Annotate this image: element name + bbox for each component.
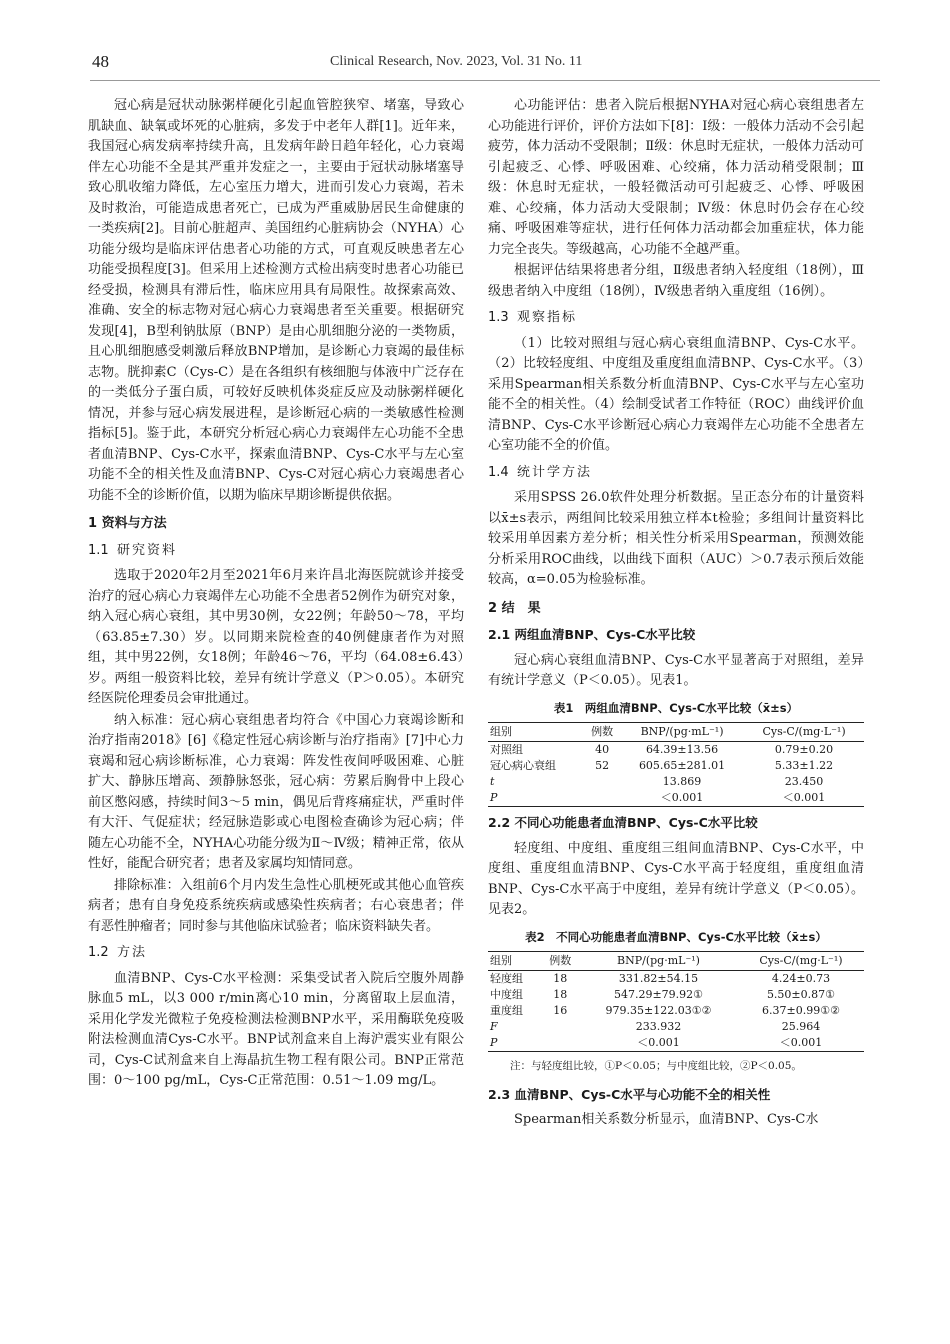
groups-paragraph: 根据评估结果将患者分组，Ⅱ级患者纳入轻度组（18例），Ⅲ级患者纳入中度组（18例），Ⅳ级患者纳入重度组（16例）。	[488, 263, 864, 299]
table-row	[488, 1003, 864, 1019]
section-1-2-heading	[88, 943, 464, 964]
right-column	[488, 96, 864, 1132]
table-cell: 40	[595, 743, 610, 756]
table-cell: ＜0.001	[579, 1035, 738, 1052]
table-cell: 331.82±54.15	[618, 972, 699, 985]
table-cell: 605.65±281.01	[638, 759, 726, 772]
left-column	[88, 96, 464, 1093]
section-1-4-title: 统计学方法	[516, 464, 592, 480]
table-cell: ＜0.001	[744, 790, 864, 807]
table-cell: 233.932	[635, 1020, 682, 1033]
stats-paragraph: 采用SPSS 26.0软件处理分析数据。呈正态分布的计量资料以x̄±s表示，两组间比较采用独立样本t检验；多组间计量资料比较采用单因素方差分析；相关性分析采用Spearman，预测效能分析采用ROC曲线，以曲线下面积（AUC）＞0.7表示预后效能较高，α=0.05为检验标准。	[488, 490, 864, 587]
intro-paragraph: 冠心病是冠状动脉粥样硬化引起血管腔狭窄、堵塞，导致心肌缺血、缺氧或坏死的心脏病，多发于中老年人群[1]。近年来，我国冠心病发病率持续升高，且发病年龄日趋年轻化，心力衰竭伴左心功能不全是其严重并发症之一，主要由于冠状动脉堵塞导致心肌收缩力降低，左心室压力增大，进而引发心力衰竭，若未及时救治，可能造成患者死亡，已成为严重威胁居民生命健康的一类疾病[2]。目前心脏超声、美国纽约心脏病协会（NYHA）心功能分级均是临床评估患者心功能的方式，可直观反映患者左心功能受损程度[3]。但采用上述检测方式检出病变时患者心功能已经受损，检测具有滞后性，临床应用具有局限性。故探索高效、准确、安全的标志物对冠心病心力衰竭患者至关重要。根据研究发现[4]，B型利钠肽原（BNP）是由心肌细胞分泌的一类物质，且心肌细胞感受刺激后释放BNP增加，是诊断心力衰竭的最佳标志物。胱抑素C（Cys-C）是在各组织有核细胞与体液中广泛存在的一类低分子蛋白质，可较好反映机体炎症反应及动脉粥样硬化情况，并参与冠心病发展进程，是诊断冠心病的一类敏感性检测指标[5]。鉴于此，本研究分析冠心病心力衰竭伴左心功能不全患者血清BNP、Cys-C水平，探索血清BNP、Cys-C水平与左心室功能不全的相关性及血清BNP、Cys-C对冠心病心力衰竭患者心功能不全的诊断价值，以期为临床早期诊断提供依据。	[88, 98, 464, 503]
inclusion-paragraph: 纳入标准：冠心病心衰组患者均符合《中国心力衰竭诊断和治疗指南2018》[6]《稳定性冠心病诊断与治疗指南》[7]中心力衰竭和冠心病诊断标准，心力衰竭：阵发性夜间呼吸困难、心脏扩大、静脉压增高、颈静脉怒张，冠心病：劳累后胸骨中上段心前区憋闷感，持续时间3～5 min，偶见后背疼痛症状，严重时伴有大汗、气促症状；经冠脉造影或心电图检查确诊为冠心病；伴随左心功能不全，NYHA心功能分级为Ⅱ～Ⅳ级；精神正常，依从性好，能配合研究者；患者及家属均知情同意。	[88, 712, 464, 871]
table-2	[488, 951, 864, 1052]
section-1-1-number: 1.1	[88, 542, 109, 558]
table-1-caption: 表1 两组血清BNP、Cys-C水平比较（x̄±s）	[553, 700, 799, 715]
table-row	[488, 774, 864, 790]
table-1-header: 组别	[488, 723, 584, 742]
table-2-header: BNP/(pg·mL⁻¹)	[579, 952, 738, 971]
result-1-paragraph: 冠心病心衰组血清BNP、Cys-C水平显著高于对照组，差异有统计学意义（P＜0.05）。见表1。	[488, 652, 864, 688]
observation-paragraph: （1）比较对照组与冠心病心衰组血清BNP、Cys-C水平。（2）比较轻度组、中度组及重度组血清BNP、Cys-C水平。（3）采用Spearman相关系数分析血清BNP、Cys-C水平与左心室功能不全的相关性。（4）绘制受试者工作特征（ROC）曲线评价血清BNP、Cys-C水平诊断冠心病心力衰竭伴左心功能不全患者左心室功能不全的价值。	[488, 335, 864, 453]
table-cell: 18	[553, 972, 568, 985]
section-1-1-heading	[88, 541, 464, 562]
table-cell: 64.39±13.56	[645, 743, 719, 756]
table-cell: P	[488, 790, 584, 807]
section-2-3-title: 2.3 血清BNP、Cys-C水平与心功能不全的相关性	[488, 1086, 771, 1102]
section-1-2-title: 方法	[116, 945, 147, 960]
table-cell: 对照组	[490, 743, 523, 756]
table-cell: 23.450	[784, 775, 824, 788]
section-1-3-heading	[488, 308, 864, 329]
table-cell	[584, 790, 620, 807]
table-row	[488, 742, 864, 759]
table-2-note: 注：与轻度组比较，①P＜0.05；与中度组比较，②P＜0.05。	[510, 1060, 802, 1072]
table-2-caption: 表2 不同心功能患者血清BNP、Cys-C水平比较（x̄±s）	[525, 929, 827, 944]
cardiac-paragraph: 心功能评估：患者入院后根据NYHA对冠心病心衰组患者左心功能进行评价，评价方法如下[8]：Ⅰ级：一般体力活动不会引起疲劳，体力活动不受限制；Ⅱ级：休息时无症状，一般体力活动可引起疲乏、心悸、呼吸困难、心绞痛，体力活动稍受限制；Ⅲ级：休息时无症状，一般轻微活动可引起疲乏、心悸、呼吸困难、心绞痛，体力活动大受限制；Ⅳ级：休息时仍会存在心绞痛、呼吸困难等症状，进行任何体力活动都会加重症状，体力能力完全丧失。等级越高，心功能不全越严重。	[488, 98, 864, 257]
table-cell: 18	[553, 988, 568, 1001]
table-cell: 979.35±122.03①②	[605, 1004, 712, 1017]
section-1-2-number: 1.2	[88, 945, 109, 960]
section-2-1-title: 2.1 两组血清BNP、Cys-C水平比较	[488, 627, 696, 642]
table-cell: 25.964	[781, 1020, 821, 1033]
data-paragraph: 选取于2020年2月至2021年6月来许昌北海医院就诊并接受治疗的冠心病心力衰竭伴左心功能不全患者52例作为研究对象，纳入冠心病心衰组，其中男30例，女22例；年龄50～78，平均（63.85±7.30）岁。以同期来院检查的40例健康者作为对照组，其中男22例，女18例；年龄46～76，平均（64.08±6.43）岁。两组一般资料比较，差异有统计学意义（P＞0.05）。本研究经医院伦理委员会审批通过。	[88, 568, 464, 706]
table-cell	[541, 1019, 579, 1035]
table-1-header: Cys-C/(mg·L⁻¹)	[744, 723, 864, 742]
exclusion-paragraph: 排除标准：入组前6个月内发生急性心肌梗死或其他心血管疾病者；患有自身免疫系统疾病或感染性疾病者；右心衰患者；伴有恶性肿瘤者；同时参与其他临床试验者；临床资料缺失者。	[88, 877, 464, 934]
table-row	[488, 790, 864, 807]
table-cell: 重度组	[490, 1004, 523, 1017]
table-cell: P	[488, 1035, 541, 1052]
section-1-1-title: 研究资料	[116, 542, 177, 558]
table-row	[488, 1019, 864, 1035]
table-row	[488, 987, 864, 1003]
section-1-title: 1 资料与方法	[88, 516, 167, 531]
result-3-paragraph: Spearman相关系数分析显示，血清BNP、Cys-C水	[514, 1112, 819, 1127]
section-1-3-title: 观察指标	[516, 310, 577, 325]
section-1-4-number: 1.4	[488, 464, 509, 480]
table-2-header: 例数	[541, 952, 579, 971]
table-1-header: BNP/(pg·mL⁻¹)	[620, 723, 744, 742]
section-2-title: 2 结 果	[488, 600, 541, 616]
table-cell: 52	[595, 759, 610, 772]
table-cell: 547.29±79.92①	[613, 988, 704, 1001]
table-cell: 16	[553, 1004, 568, 1017]
section-1-4-heading	[488, 463, 864, 484]
table-2-header: 组别	[488, 952, 541, 971]
table-cell: t	[490, 775, 495, 788]
table-cell: 13.869	[662, 775, 702, 788]
table-row	[488, 971, 864, 988]
table-cell: F	[490, 1020, 498, 1033]
journal-header: Clinical Research, Nov. 2023, Vol. 31 No. 11	[330, 54, 583, 69]
table-cell	[541, 1035, 579, 1052]
table-cell: 中度组	[490, 988, 523, 1001]
table-cell	[584, 774, 620, 790]
table-cell: 6.37±0.99①②	[762, 1004, 840, 1017]
header-rule	[90, 80, 880, 81]
method-paragraph: 血清BNP、Cys-C水平检测：采集受试者入院后空腹外周静脉血5 mL，以3 000 r/min离心10 min，分离留取上层血清，采用化学发光微粒子免疫检测法检测BNP水平，采用酶联免疫吸附法检测血清Cys-C水平。BNP试剂盒来自上海沪震实业有限公司，Cys-C试剂盒来自上海晶抗生物工程有限公司。BNP正常范围：0～100 pg/mL，Cys-C正常范围：0.51～1.09 mg/L。	[88, 970, 464, 1088]
table-cell: 5.33±1.22	[774, 759, 834, 772]
table-2-header: Cys-C/(mg·L⁻¹)	[738, 952, 864, 971]
result-2-paragraph: 轻度组、中度组、重度组三组间血清BNP、Cys-C水平，中度组、重度组血清BNP、Cys-C水平高于轻度组，重度组血清BNP、Cys-C水平高于中度组，差异有统计学意义（P＜0.05）。见表2。	[488, 840, 864, 917]
page-number: 48	[92, 52, 109, 71]
table-cell: 5.50±0.87①	[766, 988, 835, 1001]
table-cell: ＜0.001	[738, 1035, 864, 1052]
table-cell: 4.24±0.73	[771, 972, 831, 985]
table-row	[488, 1035, 864, 1052]
table-cell: 冠心病心衰组	[490, 759, 556, 772]
table-1	[488, 722, 864, 807]
table-cell: ＜0.001	[620, 790, 744, 807]
section-2-2-title: 2.2 不同心功能患者血清BNP、Cys-C水平比较	[488, 815, 758, 830]
section-1-3-number: 1.3	[488, 310, 509, 325]
table-row	[488, 758, 864, 774]
table-1-header: 例数	[584, 723, 620, 742]
table-cell: 轻度组	[490, 972, 523, 985]
table-cell: 0.79±0.20	[774, 743, 834, 756]
